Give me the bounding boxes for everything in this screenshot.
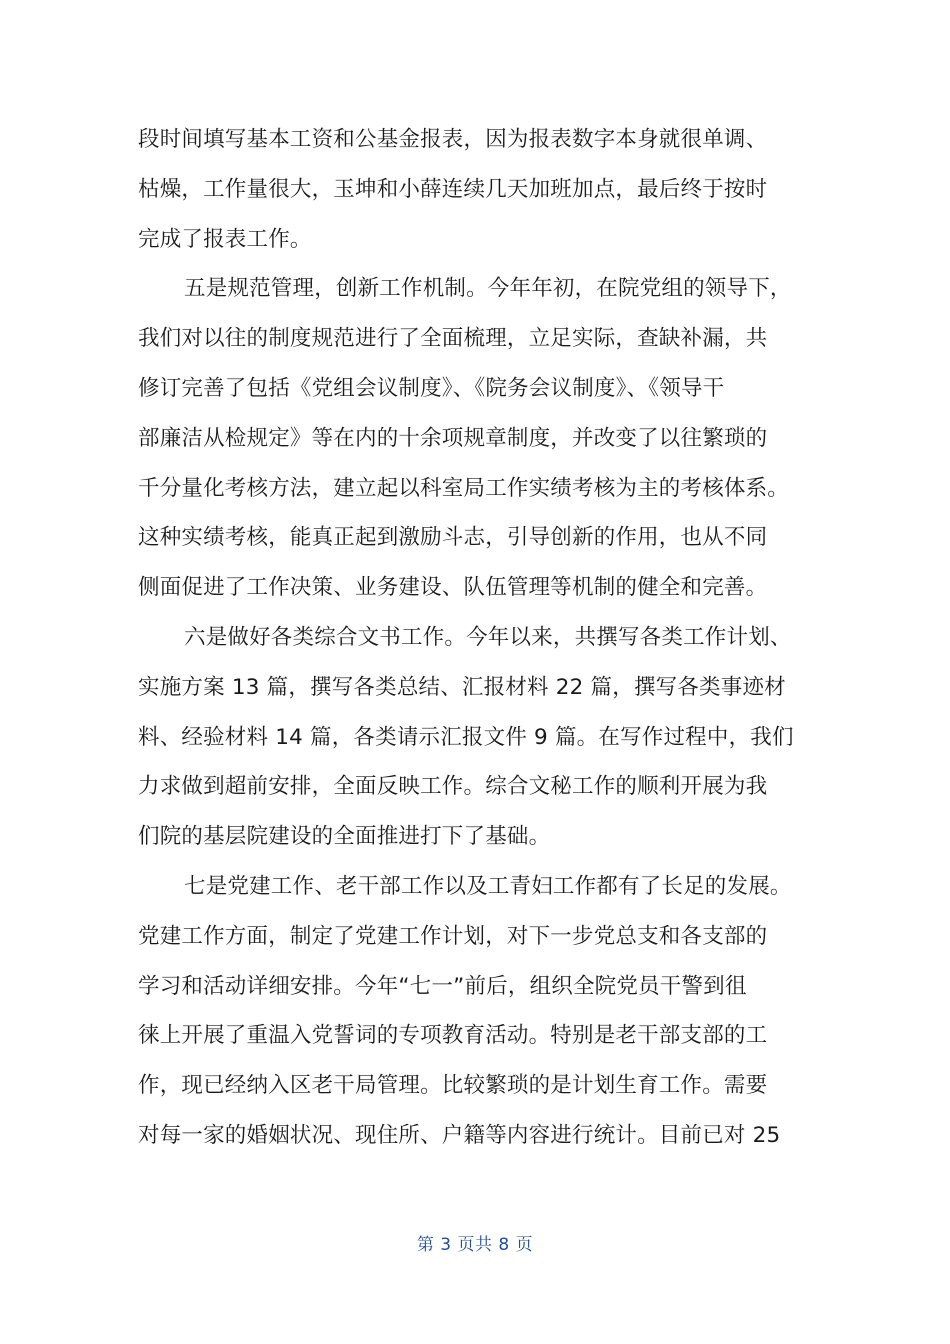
text-line: 对每一家的婚姻状况、现住所、户籍等内容进行统计。目前已对 25 bbox=[138, 1122, 781, 1148]
text-line: 修订完善了包括《党组会议制度》、《院务会议制度》、《领导干 bbox=[138, 375, 725, 401]
text-line: 这种实绩考核，能真正起到激励斗志，引导创新的作用，也从不同 bbox=[138, 525, 768, 551]
text-line: 力求做到超前安排，全面反映工作。综合文秘工作的顺利开展为我 bbox=[138, 774, 768, 800]
text-line: 完成了报表工作。 bbox=[138, 226, 312, 252]
paragraph-start-line: 七是党建工作、老干部工作以及工青妇工作都有了长足的发展。 bbox=[184, 873, 792, 899]
paragraph-start-line: 五是规范管理，创新工作机制。今年年初，在院党组的领导下， bbox=[184, 276, 792, 302]
page-number-footer: 第 3 页共 8 页 bbox=[416, 1235, 534, 1255]
text-line: 实施方案 13 篇，撰写各类总结、汇报材料 22 篇，撰写各类事迹材 bbox=[138, 674, 786, 700]
text-line: 我们对以往的制度规范进行了全面梳理，立足实际，查缺补漏，共 bbox=[138, 326, 768, 352]
text-line: 们院的基层院建设的全面推进打下了基础。 bbox=[138, 824, 551, 850]
text-line: 枯燥，工作量很大，玉坤和小薛连续几天加班加点，最后终于按时 bbox=[138, 176, 768, 202]
text-line: 学习和活动详细安排。今年“七一”前后，组织全院党员干警到徂 bbox=[138, 973, 747, 999]
text-line: 徕上开展了重温入党誓词的专项教育活动。特别是老干部支部的工 bbox=[138, 1023, 768, 1049]
text-line: 料、经验材料 14 篇，各类请示汇报文件 9 篇。在写作过程中，我们 bbox=[138, 724, 794, 750]
text-line: 党建工作方面，制定了党建工作计划，对下一步党总支和各支部的 bbox=[138, 923, 768, 949]
document-body bbox=[138, 115, 810, 1161]
text-line: 千分量化考核方法，建立起以科室局工作实绩考核为主的考核体系。 bbox=[138, 475, 790, 501]
text-line: 侧面促进了工作决策、业务建设、队伍管理等机制的健全和完善。 bbox=[138, 575, 768, 601]
text-line: 段时间填写基本工资和公基金报表，因为报表数字本身就很单调、 bbox=[138, 127, 768, 152]
text-line: 作，现已经纳入区老干局管理。比较繁琐的是计划生育工作。需要 bbox=[138, 1073, 768, 1099]
paragraph-start-line: 六是做好各类综合文书工作。今年以来，共撰写各类工作计划、 bbox=[184, 624, 792, 650]
text-line: 部廉洁从检规定》等在内的十余项规章制度，并改变了以往繁琐的 bbox=[138, 425, 768, 451]
